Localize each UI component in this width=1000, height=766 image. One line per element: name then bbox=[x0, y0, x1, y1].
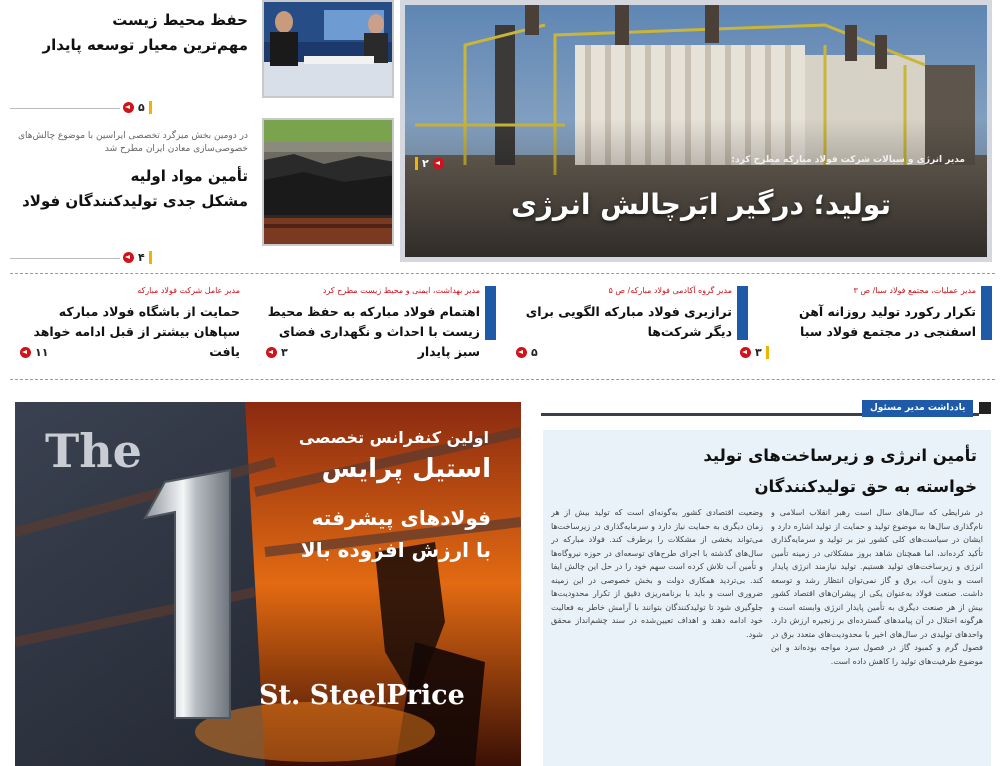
tv-studio-photo bbox=[264, 2, 394, 98]
dashed-divider bbox=[10, 273, 995, 274]
arrow-icon bbox=[433, 158, 444, 169]
story-text bbox=[8, 10, 248, 56]
page-ref[interactable] bbox=[516, 346, 538, 359]
feature-title: تولید؛ درگیر ابَرچالش انرژی bbox=[511, 188, 891, 221]
strip-story[interactable] bbox=[256, 280, 496, 364]
ad-brand: استیل پرایس bbox=[321, 454, 491, 484]
strip-story[interactable] bbox=[10, 280, 244, 364]
blue-bar bbox=[981, 286, 992, 340]
story-headline-line1: تأمین مواد اولیه bbox=[130, 167, 248, 185]
story-text bbox=[8, 130, 248, 212]
strip-story[interactable] bbox=[752, 280, 992, 364]
story-headline-line2: مهم‌ترین معیار توسعه پایدار bbox=[42, 36, 248, 54]
arrow-icon bbox=[123, 102, 134, 113]
news-story[interactable] bbox=[8, 0, 392, 100]
page-ref[interactable] bbox=[266, 346, 288, 359]
strip-kicker: مدیر گروه آکادمی فولاد مبارکه/ ص ۵ bbox=[608, 286, 732, 295]
ad-st-steelprice: St. SteelPrice bbox=[259, 680, 465, 711]
strip-headline: ترازیری فولاد مبارکه الگویی برای دیگر شرکت‌ها bbox=[525, 304, 732, 339]
yellow-marker bbox=[415, 157, 418, 170]
blue-bar bbox=[737, 286, 748, 340]
ad-tagline3: با ارزش افزوده بالا bbox=[300, 538, 491, 562]
arrow-icon bbox=[516, 347, 527, 358]
yellow-marker bbox=[149, 101, 152, 114]
editorial-column-left: وضعیت اقتصادی کشور به‌گونه‌ای است که تولید بیش از هر زمان دیگری به حمایت نیاز دارد و سرمایه‌گذاری در زیرساخت‌ها می‌تواند بخشی از مشکلات را برطرف کند. فولاد مبارکه در سال‌های گذشته با اجرای طرح‌های توسعه‌ای در حوزه نیروگاه‌ها و تأمین آب تلاش کرده است سهم خود را در حل این چالش ایفا کند. بی‌تردید همکاری دولت و بخش خصوصی در این زمینه ضروری است و باید با برنامه‌ریزی دقیق از تکرار محدودیت‌ها جلوگیری شود تا تولیدکنندگان بتوانند با آرامش خاطر به فعالیت خود ادامه دهند و اهداف تعیین‌شده در سند چشم‌انداز محقق شود. bbox=[551, 508, 763, 639]
arrow-icon bbox=[20, 347, 31, 358]
feature-story[interactable] bbox=[400, 0, 992, 262]
page-number: ۵ bbox=[531, 346, 538, 359]
feature-caption: مدیر انرژی و سیالات شرکت فولاد مبارکه مطرح کرد: bbox=[731, 155, 965, 165]
dashed-divider bbox=[10, 379, 995, 380]
strip-kicker: مدیر عامل شرکت فولاد مبارکه bbox=[137, 286, 240, 295]
editorial-title bbox=[703, 440, 977, 502]
divider bbox=[10, 258, 120, 259]
arrow-icon bbox=[123, 252, 134, 263]
editorial-column-right: در شرایطی که سال‌های سال است رهبر انقلاب اسلامی و نام‌گذاری سال‌ها به موضوع تولید و حمایت از تولید اشاره دارد و ایشان در سیاست‌های کلی کشور نیز بر تولید و سرمایه‌گذاری تأکید کرده‌اند، اما همچنان شاهد بروز مشکلاتی در زمینه تأمین انرژی و زیرساخت‌های تولید هستیم. تولید نیازمند انرژی پایدار است و بدون آب، برق و گاز نمی‌توان انتظار رشد و توسعه داشت. صنعت فولاد به‌عنوان یکی از پیشران‌های اقتصاد کشور بیش از هر صنعت دیگری به تأمین پایدار انرژی وابسته است و هرگونه اختلال در آن پیامدهای گسترده‌ای بر زنجیره ارزش دارد. واحدهای تولیدی در سال‌های اخیر با محدودیت‌های متعدد برق در فصول گرم و کمبود گاز در فصول سرد مواجه بوده‌اند و این موضوع ظرفیت‌های تولید را کاهش داده است. bbox=[771, 508, 983, 666]
page-number: ۴ bbox=[138, 251, 145, 264]
page-number: ۳ bbox=[755, 346, 762, 359]
arrow-icon bbox=[266, 347, 277, 358]
page-number: ۵ bbox=[138, 101, 145, 114]
divider bbox=[10, 108, 120, 109]
ad-tagline2: فولادهای پیشرفته bbox=[311, 506, 491, 530]
page-ref[interactable] bbox=[123, 101, 152, 114]
steelprice-ad[interactable] bbox=[15, 402, 521, 766]
iron-ore-photo bbox=[264, 120, 394, 246]
editorial-title-line1: تأمین انرژی و زیرساخت‌های تولید bbox=[703, 446, 977, 465]
editorial-label: یادداشت مدیر مسئول bbox=[862, 400, 973, 417]
bookmark-icon bbox=[979, 402, 991, 414]
story-headline-line2: مشکل جدی تولیدکنندگان فولاد bbox=[22, 192, 248, 210]
strip-headline: اهتمام فولاد مبارکه به حفظ محیط زیست با احداث و نگهداری فضای سبز پایدار bbox=[267, 304, 480, 359]
editorial-box bbox=[543, 430, 991, 766]
page-number: ۱۱ bbox=[35, 346, 49, 359]
page-number: ۳ bbox=[281, 346, 288, 359]
ad-the: The bbox=[45, 424, 142, 478]
strip-kicker: مدیر عملیات، مجتمع فولاد سبا/ ص ۳ bbox=[853, 286, 976, 295]
strip-headline: تکرار رکورد تولید روزانه آهن اسفنجی در مجتمع فولاد سبا bbox=[798, 304, 976, 339]
page-number: ۲ bbox=[422, 157, 429, 170]
yellow-marker bbox=[766, 346, 769, 359]
strip-story[interactable] bbox=[508, 280, 748, 364]
strip-kicker: مدیر بهداشت، ایمنی و محیط زیست مطرح کرد bbox=[322, 286, 480, 295]
page-ref[interactable] bbox=[123, 251, 152, 264]
news-story[interactable] bbox=[8, 118, 392, 248]
page-ref[interactable] bbox=[20, 346, 48, 359]
story-thumbnail[interactable] bbox=[262, 118, 394, 246]
story-kicker: در دومین بخش میزگرد تخصصی ایراسین با موضوع چالش‌های خصوصی‌سازی معادن ایران مطرح شد bbox=[18, 131, 248, 154]
story-headline-line1: حفظ محیط زیست bbox=[112, 11, 248, 29]
yellow-marker bbox=[149, 251, 152, 264]
story-thumbnail[interactable] bbox=[262, 0, 394, 98]
ad-tagline1: اولین کنفرانس تخصصی bbox=[298, 428, 489, 447]
page-ref[interactable] bbox=[415, 157, 444, 170]
editorial-title-line2: خواسته به حق تولیدکنندگان bbox=[754, 477, 977, 496]
strip-headline: حمایت از باشگاه فولاد مبارکه سپاهان بیشتر از قبل ادامه خواهد یافت bbox=[33, 304, 240, 359]
blue-bar bbox=[485, 286, 496, 340]
